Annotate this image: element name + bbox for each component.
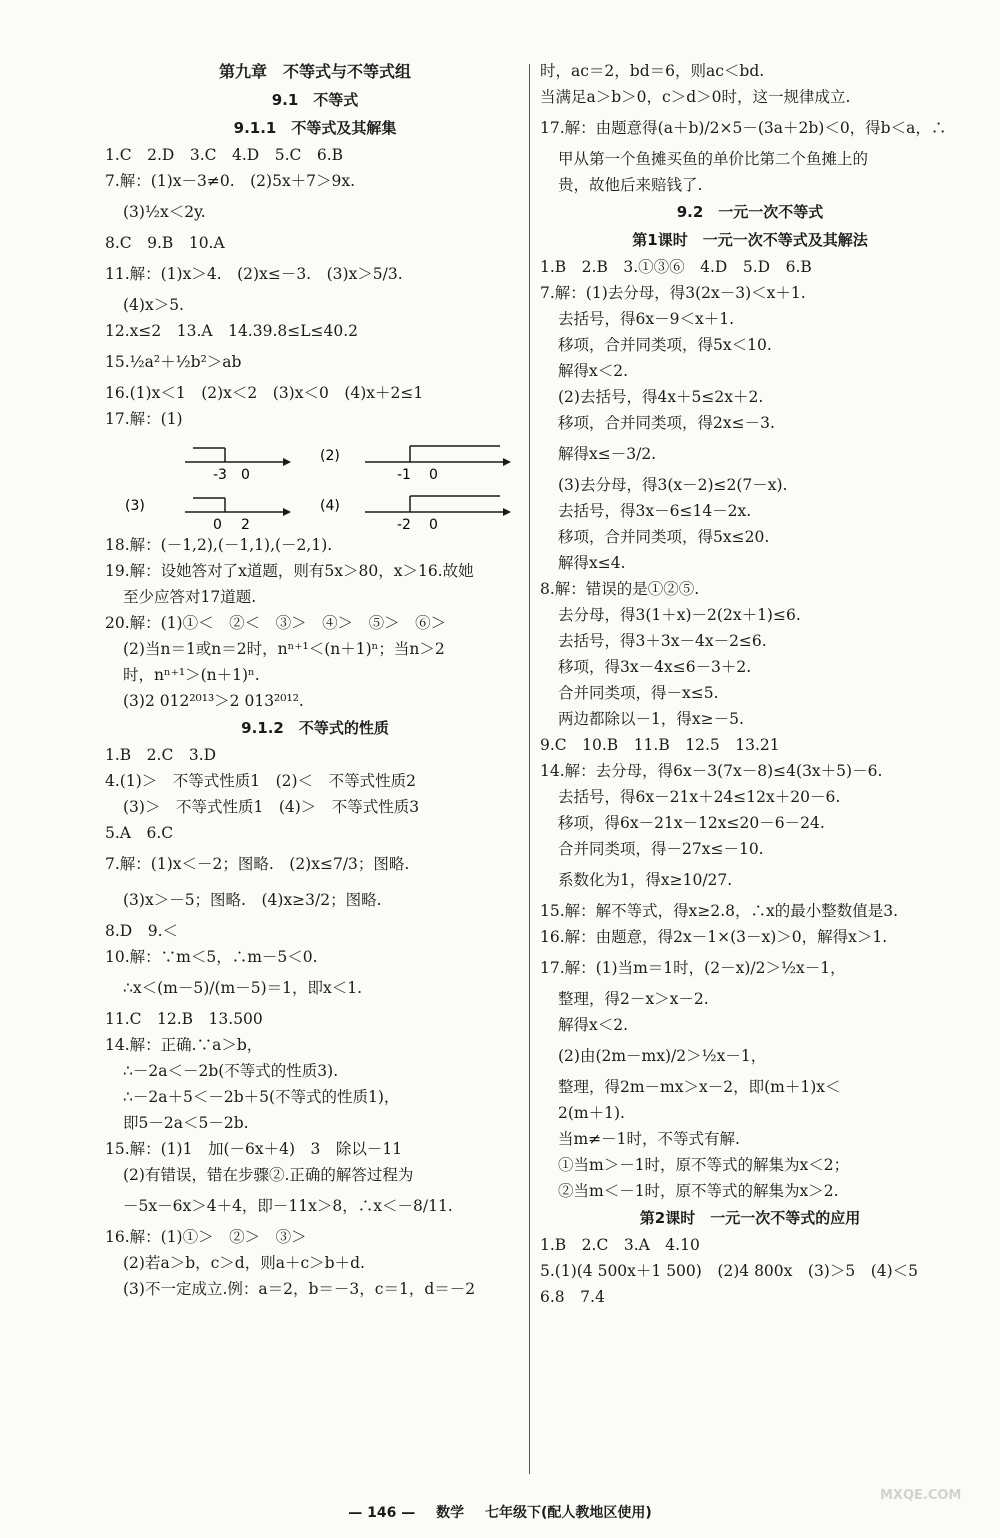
arrow-head-icon [503,458,511,466]
answer-line: (2)当n＝1或n＝2时，nⁿ⁺¹＜(n＋1)ⁿ；当n＞2 [123,640,445,658]
column-divider [529,64,530,1474]
answer-line: 8.D 9.＜ [105,922,179,940]
answer-line: 合并同类项，得－x≤5. [558,684,719,702]
answer-line: 16.解：由题意，得2x－1×(3－x)＞0，解得x＞1. [540,928,888,946]
tick-label: -3 [213,467,227,482]
section-heading: 9.1 不等式 [271,91,359,109]
answer-line: 5.(1)(4 500x＋1 500) (2)4 800x (3)＞5 (4)＜5 [540,1262,919,1280]
answer-line: (3)½x＜2y. [123,203,206,221]
answer-line: 4.(1)＞ 不等式性质1 (2)＜ 不等式性质2 [105,772,416,790]
answer-line: 11.C 12.B 13.500 [105,1010,263,1028]
answer-line: 甲从第一个鱼摊买鱼的单价比第二个鱼摊上的 [558,150,869,168]
answer-line: 两边都除以－1，得x≥－5. [558,710,744,728]
answer-line: 20.解：(1)①＜ ②＜ ③＞ ④＞ ⑤＞ ⑥＞ [105,614,447,632]
answer-line: 解得x≤4. [558,554,626,572]
answer-line: 17.解：由题意得(a＋b)/2×5－(3a＋2b)＜0，得b＜a，∴ [540,119,947,137]
answer-line: 19.解：设她答对了x道题，则有5x＞80，x＞16.故她 [105,562,474,580]
watermark-logo: MXQE.COM [880,1488,962,1503]
page-footer [0,1502,1000,1522]
answer-line: 9.C 10.B 11.B 12.5 13.21 [540,736,780,754]
answer-line: 10.解：∵m＜5，∴m－5＜0. [105,948,318,966]
answer-line: 16.解：(1)①＞ ②＞ ③＞ [105,1228,307,1246]
answer-line: 至少应答对17道题. [123,588,257,606]
section-heading: 第九章 不等式与不等式组 [218,62,411,81]
answer-line: 当满足a＞b＞0，c＞d＞0时，这一规律成立. [540,88,851,106]
left-column [105,58,525,1302]
answer-line: 17.解：(1)当m＝1时，(2－x)/2＞½x－1， [540,959,846,977]
answer-line: 14.解：正确.∵a＞b， [105,1036,263,1054]
answer-line: 贵，故他后来赔钱了. [558,176,703,194]
answer-line: 12.x≤2 13.A 14.39.8≤L≤40.2 [105,322,359,340]
answer-line: (3)不一定成立.例：a＝2，b＝－3，c＝1，d＝－2 [123,1280,476,1298]
answer-line: 合并同类项，得－27x≤－10. [558,840,764,858]
answer-line: 8.解：错误的是①②⑤. [540,580,700,598]
tick-label: -2 [397,517,411,532]
answer-line: 15.解：解不等式，得x≥2.8，∴x的最小整数值是3. [540,902,899,920]
tick-label: -1 [397,467,411,482]
tick-label: 0 [429,517,438,532]
number-line-row [105,482,525,532]
right-column [540,58,960,1310]
answer-line: 15.½a²＋½b²＞ab [105,353,242,371]
answer-line: (2)由(2m－mx)/2＞½x－1， [558,1047,767,1065]
answer-line: 时，ac＝2，bd＝6，则ac＜bd. [540,62,765,80]
answer-line: 解得x＜2. [558,362,629,380]
answer-line: ①当m＞－1时，原不等式的解集为x＜2； [558,1156,850,1174]
answer-line: 7.解：(1)x＜－2；图略. (2)x≤7/3；图略. [105,855,410,873]
tick-label: 0 [213,517,222,532]
answer-line: 去括号，得6x－21x＋24≤12x＋20－6. [558,788,841,806]
answer-line: 去括号，得6x－9＜x＋1. [558,310,734,328]
answer-line: 移项，合并同类项，得5x≤20. [558,528,770,546]
answer-line: 18.解：(－1,2),(－1,1),(－2,1). [105,536,333,554]
part-label: (3) [125,498,145,514]
answer-line: 移项，合并同类项，得2x≤－3. [558,414,775,432]
answer-line: 2(m＋1). [558,1104,625,1122]
answer-line: 11.解：(1)x＞4. (2)x≤－3. (3)x＞5/3. [105,265,403,283]
answer-line: 去分母，得3(1＋x)－2(2x＋1)≤6. [558,606,801,624]
answer-line: 1.B 2.C 3.D [105,746,217,764]
answer-line: 5.A 6.C [105,824,174,842]
answer-line: 解得x≤－3/2. [558,445,657,463]
answer-line: ∴x＜(m－5)/(m－5)＝1，即x＜1. [123,979,363,997]
page-number: — 146 — [348,1505,416,1521]
answer-line: (2)若a＞b，c＞d，则a＋c＞b＋d. [123,1254,365,1272]
answer-line: ∴－2a＜－2b(不等式的性质3). [123,1062,339,1080]
answer-line: (2)有错误，错在步骤②.正确的解答过程为 [123,1166,414,1184]
answer-line: 7.解：(1)x－3≠0. (2)5x＋7＞9x. [105,172,356,190]
arrow-head-icon [283,508,291,516]
answer-line: 7.解：(1)去分母，得3(2x－3)＜x＋1. [540,284,806,302]
part-label: (4) [320,498,340,514]
answer-line: 15.解：(1)1 加(－6x＋4) 3 除以－11 [105,1140,403,1158]
answer-line: 1.B 2.B 3.①③⑥ 4.D 5.D 6.B [540,258,812,276]
arrow-head-icon [283,458,291,466]
answer-line: (3)＞ 不等式性质1 (4)＞ 不等式性质3 [123,798,420,816]
number-line-row [105,432,525,482]
number-line-diagram [105,482,515,532]
answer-line: (3)2 012²⁰¹³＞2 013²⁰¹². [123,692,304,710]
answer-line: 移项，得3x－4x≤6－3＋2. [558,658,752,676]
answer-line: (2)去括号，得4x＋5≤2x＋2. [558,388,764,406]
section-heading: 第1课时 一元一次不等式及其解法 [632,231,868,249]
answer-line: 移项，合并同类项，得5x＜10. [558,336,772,354]
answer-line: 17.解：(1) [105,410,183,428]
answer-line: 1.C 2.D 3.C 4.D 5.C 6.B [105,146,344,164]
answer-line: 16.(1)x＜1 (2)x＜2 (3)x＜0 (4)x＋2≤1 [105,384,424,402]
part-label: (2) [320,448,340,464]
answer-line: 8.C 9.B 10.A [105,234,225,252]
answer-line: －5x－6x＞4＋4，即－11x＞8，∴x＜－8/11. [123,1197,453,1215]
answer-line: 1.B 2.C 3.A 4.10 [540,1236,700,1254]
answer-line: 移项，得6x－21x－12x≤20－6－24. [558,814,825,832]
tick-label: 2 [241,517,250,532]
answer-line: 14.解：去分母，得6x－3(7x－8)≤4(3x＋5)－6. [540,762,883,780]
answer-line: 整理，得2－x＞x－2. [558,990,709,1008]
section-heading: 9.1.1 不等式及其解集 [233,119,397,137]
answer-line: 系数化为1，得x≥10/27. [558,871,733,889]
answer-line: 即5－2a＜5－2b. [123,1114,249,1132]
number-line-diagram [105,432,515,482]
section-heading: 第2课时 一元一次不等式的应用 [639,1209,861,1227]
footer-subject: 数学 [436,1505,465,1521]
answer-line: 去括号，得3＋3x－4x－2≤6. [558,632,767,650]
answer-line: ②当m＜－1时，原不等式的解集为x＞2. [558,1182,839,1200]
arrow-head-icon [503,508,511,516]
answer-line: (3)去分母，得3(x－2)≤2(7－x). [558,476,788,494]
answer-line: 去括号，得3x－6≤14－2x. [558,502,752,520]
section-heading: 9.1.2 不等式的性质 [241,719,389,737]
tick-label: 0 [429,467,438,482]
tick-label: 0 [241,467,250,482]
answer-line: 6.8 7.4 [540,1288,605,1306]
answer-line: ∴－2a＋5＜－2b＋5(不等式的性质1)， [123,1088,400,1106]
answer-line: 当m≠－1时，不等式有解. [558,1130,740,1148]
answer-line: 整理，得2m－mx＞x－2，即(m＋1)x＜ [558,1078,841,1096]
answer-line: 时，nⁿ⁺¹＞(n＋1)ⁿ. [123,666,260,684]
section-heading: 9.2 一元一次不等式 [676,203,824,221]
answer-line: 解得x＜2. [558,1016,629,1034]
answer-line: (3)x＞－5；图略. (4)x≥3/2；图略. [123,891,382,909]
footer-grade: 七年级下(配人教地区使用) [484,1505,652,1521]
answer-line: (4)x＞5. [123,296,184,314]
